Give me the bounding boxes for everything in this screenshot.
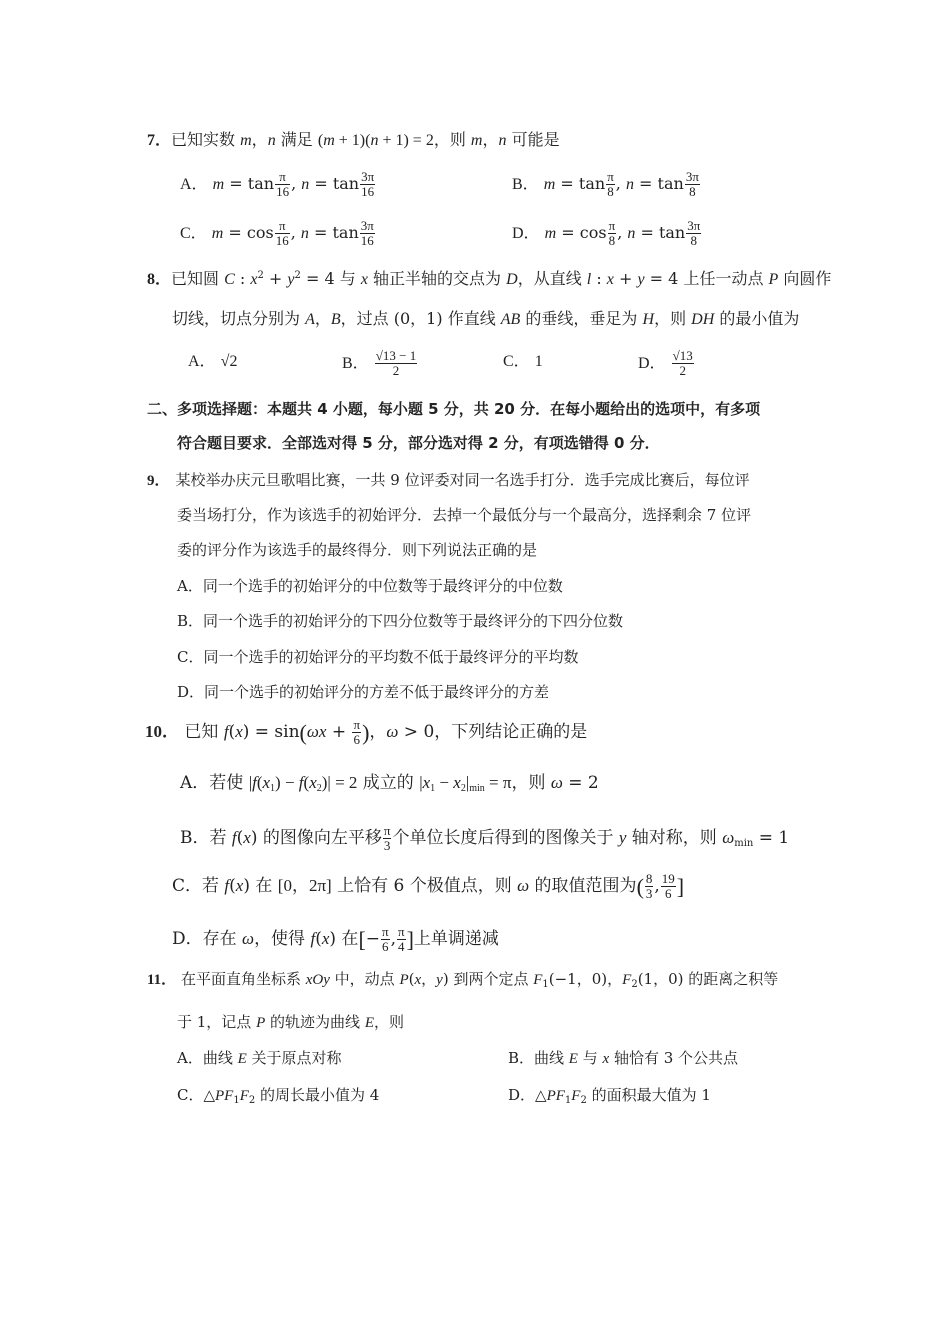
q7-option-c: C． m = cos $\frac{\pi}{16}$ , n = tan $\frac{3\pi}{16}$ — [180, 218, 374, 248]
q11-option-a: A．曲线 E 关于原点对称 — [177, 1049, 342, 1067]
q10-option-a: A．若使 $|f(x_1) - f(x_2)| = 2$ 成立的 $|x_1 - x_2|_{min} = \pi$，则 ω = 2 — [180, 773, 599, 794]
q10-option-b: B．若 f(x) 的图像向左平移 $\frac{\pi}{3}$ 个单位长度后得到的图像关于 y 轴对称，则 $\omega_{min} = 1$ — [180, 823, 790, 853]
q7-option-d: D． m = cos $\frac{\pi}{8}$ , n = tan $\frac{3\pi}{8}$ — [512, 218, 701, 248]
q10-option-c: C．若 f(x) 在 [0，2π] 上恰有 6 个极值点，则 ω 的取值范围为( $\frac{8}{3}$ , $\frac{19}{6}$ ] — [172, 871, 685, 901]
q7-number: 7． — [147, 132, 172, 149]
q9-option-a: A．同一个选手的初始评分的中位数等于最终评分的中位数 — [177, 577, 563, 595]
q8-number: 8． — [147, 271, 172, 288]
q11-option-b: B．曲线 E 与 x 轴恰有 3 个公共点 — [508, 1049, 739, 1067]
q10-stem: 10． 已知 f(x) = sin(ωx + $\frac{\pi}{6}$ )，ω > 0，下列结论正确的是 — [145, 717, 588, 747]
q11-option-d: D．$\triangle PF_1F_2$ 的面积最大值为 1 — [508, 1086, 711, 1106]
q11-number: 11． — [147, 972, 177, 988]
q9-option-b: B．同一个选手的初始评分的下四分位数等于最终评分的下四分位数 — [177, 612, 624, 630]
q8-option-d: D． $\frac{√13}{2}$ — [638, 348, 693, 378]
section-2-heading: 二、多项选择题：本题共 4 小题，每小题 5 分，共 20 分．在每小题给出的选项中，有多项 — [147, 400, 761, 418]
q8-option-b: B． $\frac{√13 - 1}{2}$ — [342, 348, 417, 378]
q8-stem-line2: 切线，切点分别为 A，B，过点 (0，1) 作直线 AB 的垂线，垂足为 H，则 DH 的最小值为 — [172, 309, 800, 328]
q11-option-c: C．$\triangle PF_1F_2$ 的周长最小值为 4 — [177, 1086, 380, 1106]
q9-stem-line1: 9． 某校举办庆元旦歌唱比赛，一共 9 位评委对同一名选手打分．选手完成比赛后，每位评 — [147, 471, 750, 489]
q7-stem: 7．已知实数 m，n 满足 (m + 1)(n + 1) = 2，则 m，n 可能是 — [147, 130, 560, 149]
q11-stem-line1: 11． 在平面直角坐标系 xOy 中，动点 P(x，y) 到两个定点 $F_1(-1$，0)，$F_2(1$，0) 的距离之积等 — [147, 970, 779, 990]
q8-option-a: A． √2 — [188, 353, 238, 370]
q8-stem-line1: 8．已知圆 C : $x^2 + y^2 = 4$ 与 x 轴正半轴的交点为 D，从直线 l : x + y = 4 上任一动点 P 向圆作 — [147, 269, 832, 288]
q9-option-c: C．同一个选手的初始评分的平均数不低于最终评分的平均数 — [177, 648, 579, 666]
q9-stem-line3: 委的评分作为该选手的最终得分．则下列说法正确的是 — [177, 541, 538, 559]
q7-option-b: B． m = tan $\frac{\pi}{8}$ , n = tan $\frac{3\pi}{8}$ — [512, 169, 699, 199]
q9-option-d: D．同一个选手的初始评分的方差不低于最终评分的方差 — [177, 683, 550, 701]
q9-stem-line2: 委当场打分，作为该选手的初始评分．去掉一个最低分与一个最高分，选择剩余 7 位评 — [177, 506, 752, 524]
q7-option-a: A． m = tan $\frac{\pi}{16}$ , n = tan $\frac{3\pi}{16}$ — [180, 169, 375, 199]
q8-option-c: C． 1 — [503, 353, 543, 370]
q10-number: 10． — [145, 722, 179, 741]
q10-option-d: D．存在 ω，使得 f(x) 在[− $\frac{\pi}{6}$ , $\frac{\pi}{4}$ ]上单调递减 — [172, 924, 499, 954]
section-2-heading-line2: 符合题目要求．全部选对得 5 分，部分选对得 2 分，有项选错得 0 分． — [177, 434, 660, 452]
q9-number: 9． — [147, 473, 170, 489]
q11-stem-line2: 于 1，记点 P 的轨迹为曲线 E，则 — [177, 1013, 404, 1031]
